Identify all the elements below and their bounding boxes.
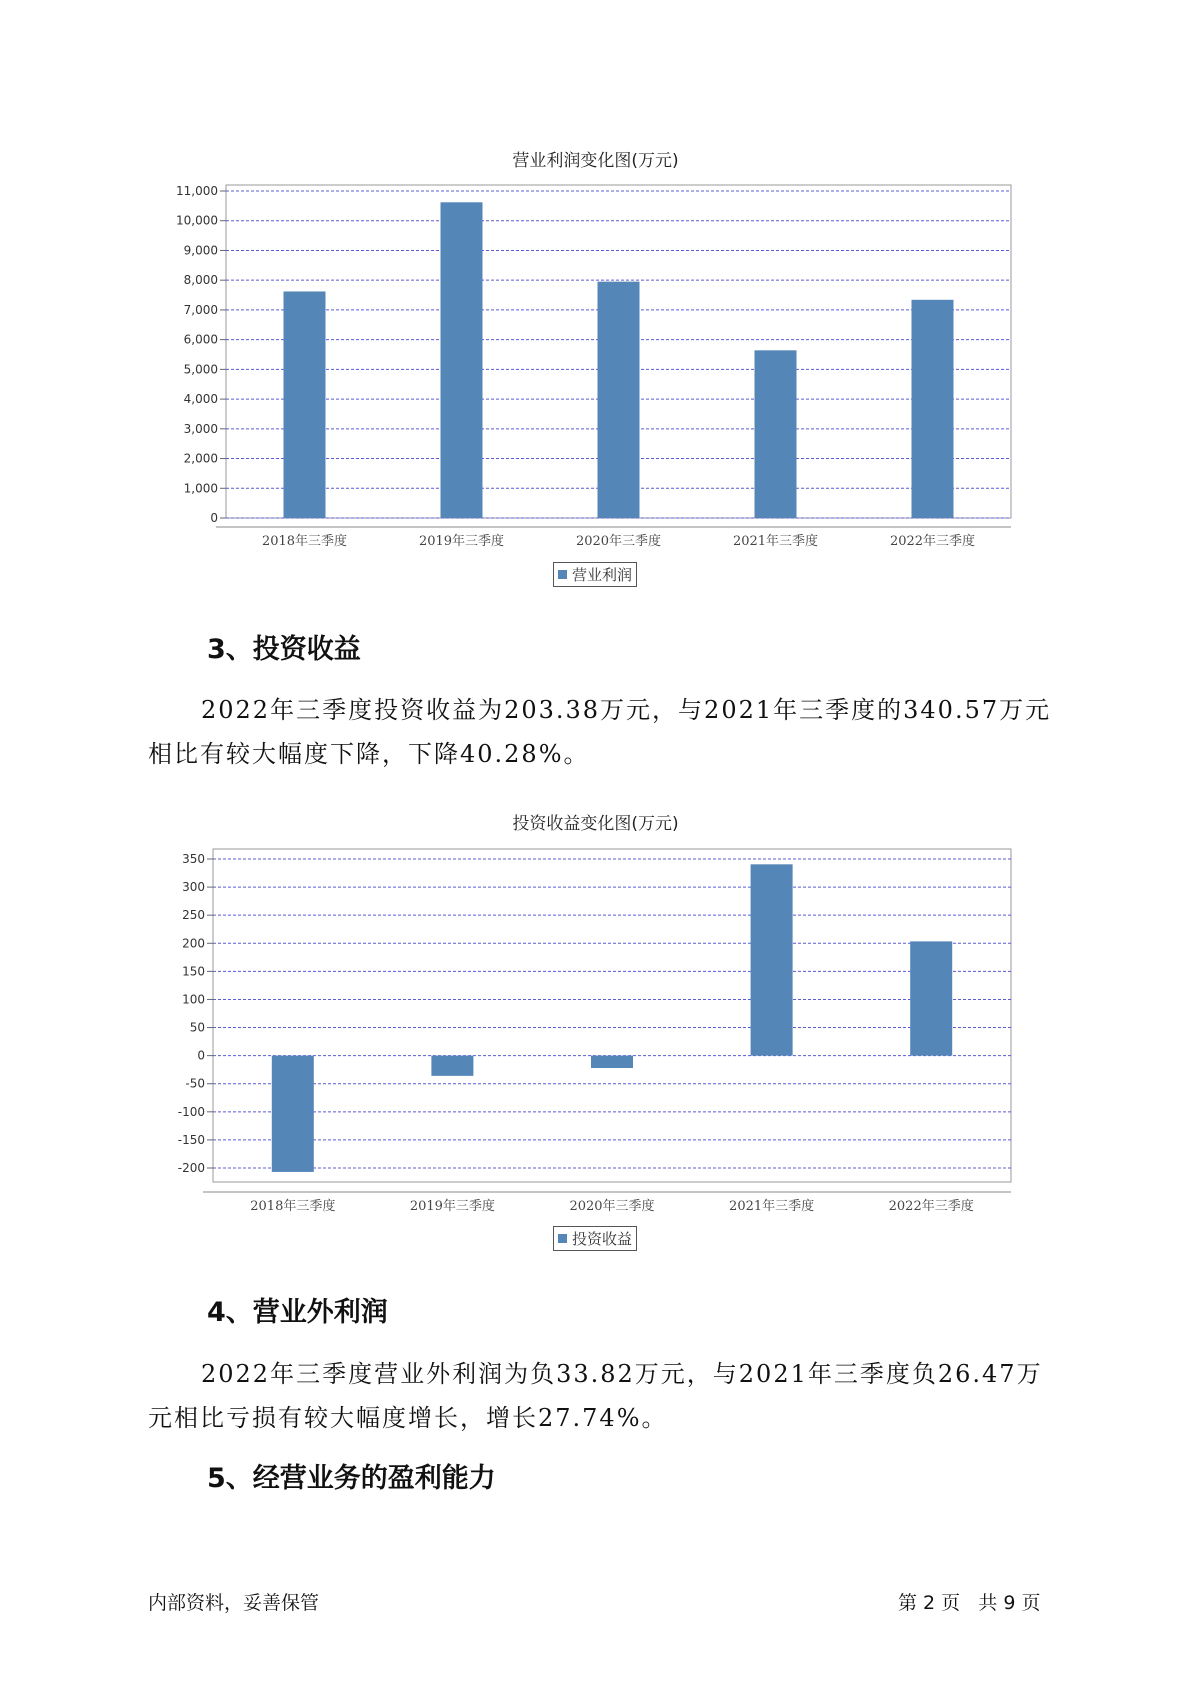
- section4-paragraph: [148, 1352, 1048, 1440]
- bar: [431, 1056, 473, 1076]
- section3-heading: 3、投资收益: [207, 634, 361, 665]
- x-category-label: 2021年三季度: [732, 534, 819, 549]
- x-category-label: 2019年三季度: [409, 1199, 495, 1214]
- x-category-label: 2021年三季度: [729, 1199, 815, 1214]
- x-category-label: 2020年三季度: [569, 1199, 655, 1214]
- paragraph-line: 相比有较大幅度下降，下降40.28%。: [148, 740, 590, 768]
- paragraph-line: 2022年三季度投资收益为203.38万元，与2021年三季度的340.57万元: [201, 696, 1052, 724]
- x-category-label: 2022年三季度: [889, 534, 976, 549]
- y-tick-label: 0: [210, 511, 218, 525]
- y-tick-label: -50: [185, 1076, 205, 1091]
- y-tick-label: 50: [189, 1020, 205, 1035]
- y-tick-label: 150: [182, 964, 205, 979]
- y-tick-label: 250: [182, 908, 205, 923]
- legend-label: 投资收益: [572, 1230, 633, 1248]
- x-category-label: 2022年三季度: [888, 1199, 974, 1214]
- y-tick-label: 10,000: [176, 213, 218, 228]
- plot-area: [213, 849, 1011, 1182]
- y-tick-label: 200: [182, 936, 205, 951]
- bar: [272, 1056, 314, 1172]
- footer-page-number: 第 2 页 共 9 页: [898, 1592, 1041, 1614]
- x-category-label: 2019年三季度: [418, 534, 505, 549]
- bar: [751, 864, 793, 1055]
- y-tick-label: 0: [197, 1048, 205, 1063]
- chart-title: 营业利润变化图(万元): [512, 151, 679, 171]
- y-tick-label: 9,000: [183, 243, 218, 258]
- chart-title: 投资收益变化图(万元): [512, 814, 679, 834]
- y-tick-label: 1,000: [183, 481, 218, 496]
- y-tick-label: 2,000: [183, 451, 218, 466]
- y-tick-label: -150: [177, 1132, 205, 1147]
- y-tick-label: -100: [177, 1104, 205, 1119]
- y-tick-label: 11,000: [176, 184, 218, 198]
- y-tick-label: 300: [182, 880, 205, 895]
- y-tick-label: 100: [182, 992, 205, 1007]
- section5-heading: 5、经营业务的盈利能力: [207, 1463, 496, 1494]
- y-tick-label: 6,000: [183, 332, 218, 347]
- y-tick-label: 3,000: [183, 421, 218, 436]
- y-tick-label: 8,000: [183, 273, 218, 288]
- footer-left: 内部资料，妥善保管: [148, 1592, 320, 1614]
- chart-legend: [553, 1226, 637, 1251]
- y-tick-label: 350: [182, 852, 205, 866]
- y-tick-label: -200: [177, 1161, 205, 1175]
- legend-swatch-icon: [558, 1234, 567, 1243]
- legend-label: 营业利润: [572, 566, 633, 584]
- x-category-label: 2018年三季度: [261, 534, 348, 549]
- y-tick-label: 5,000: [183, 362, 218, 377]
- y-tick-label: 4,000: [183, 392, 218, 407]
- bar: [591, 1056, 633, 1068]
- x-category-label: 2018年三季度: [250, 1199, 336, 1214]
- section4-heading: 4、营业外利润: [207, 1297, 388, 1328]
- paragraph-line: 2022年三季度营业外利润为负33.82万元，与2021年三季度负26.47万: [201, 1360, 1043, 1388]
- bar: [910, 941, 952, 1055]
- paragraph-line: 元相比亏损有较大幅度增长，增长27.74%。: [148, 1404, 668, 1432]
- x-category-label: 2020年三季度: [575, 534, 662, 549]
- y-tick-label: 7,000: [183, 302, 218, 317]
